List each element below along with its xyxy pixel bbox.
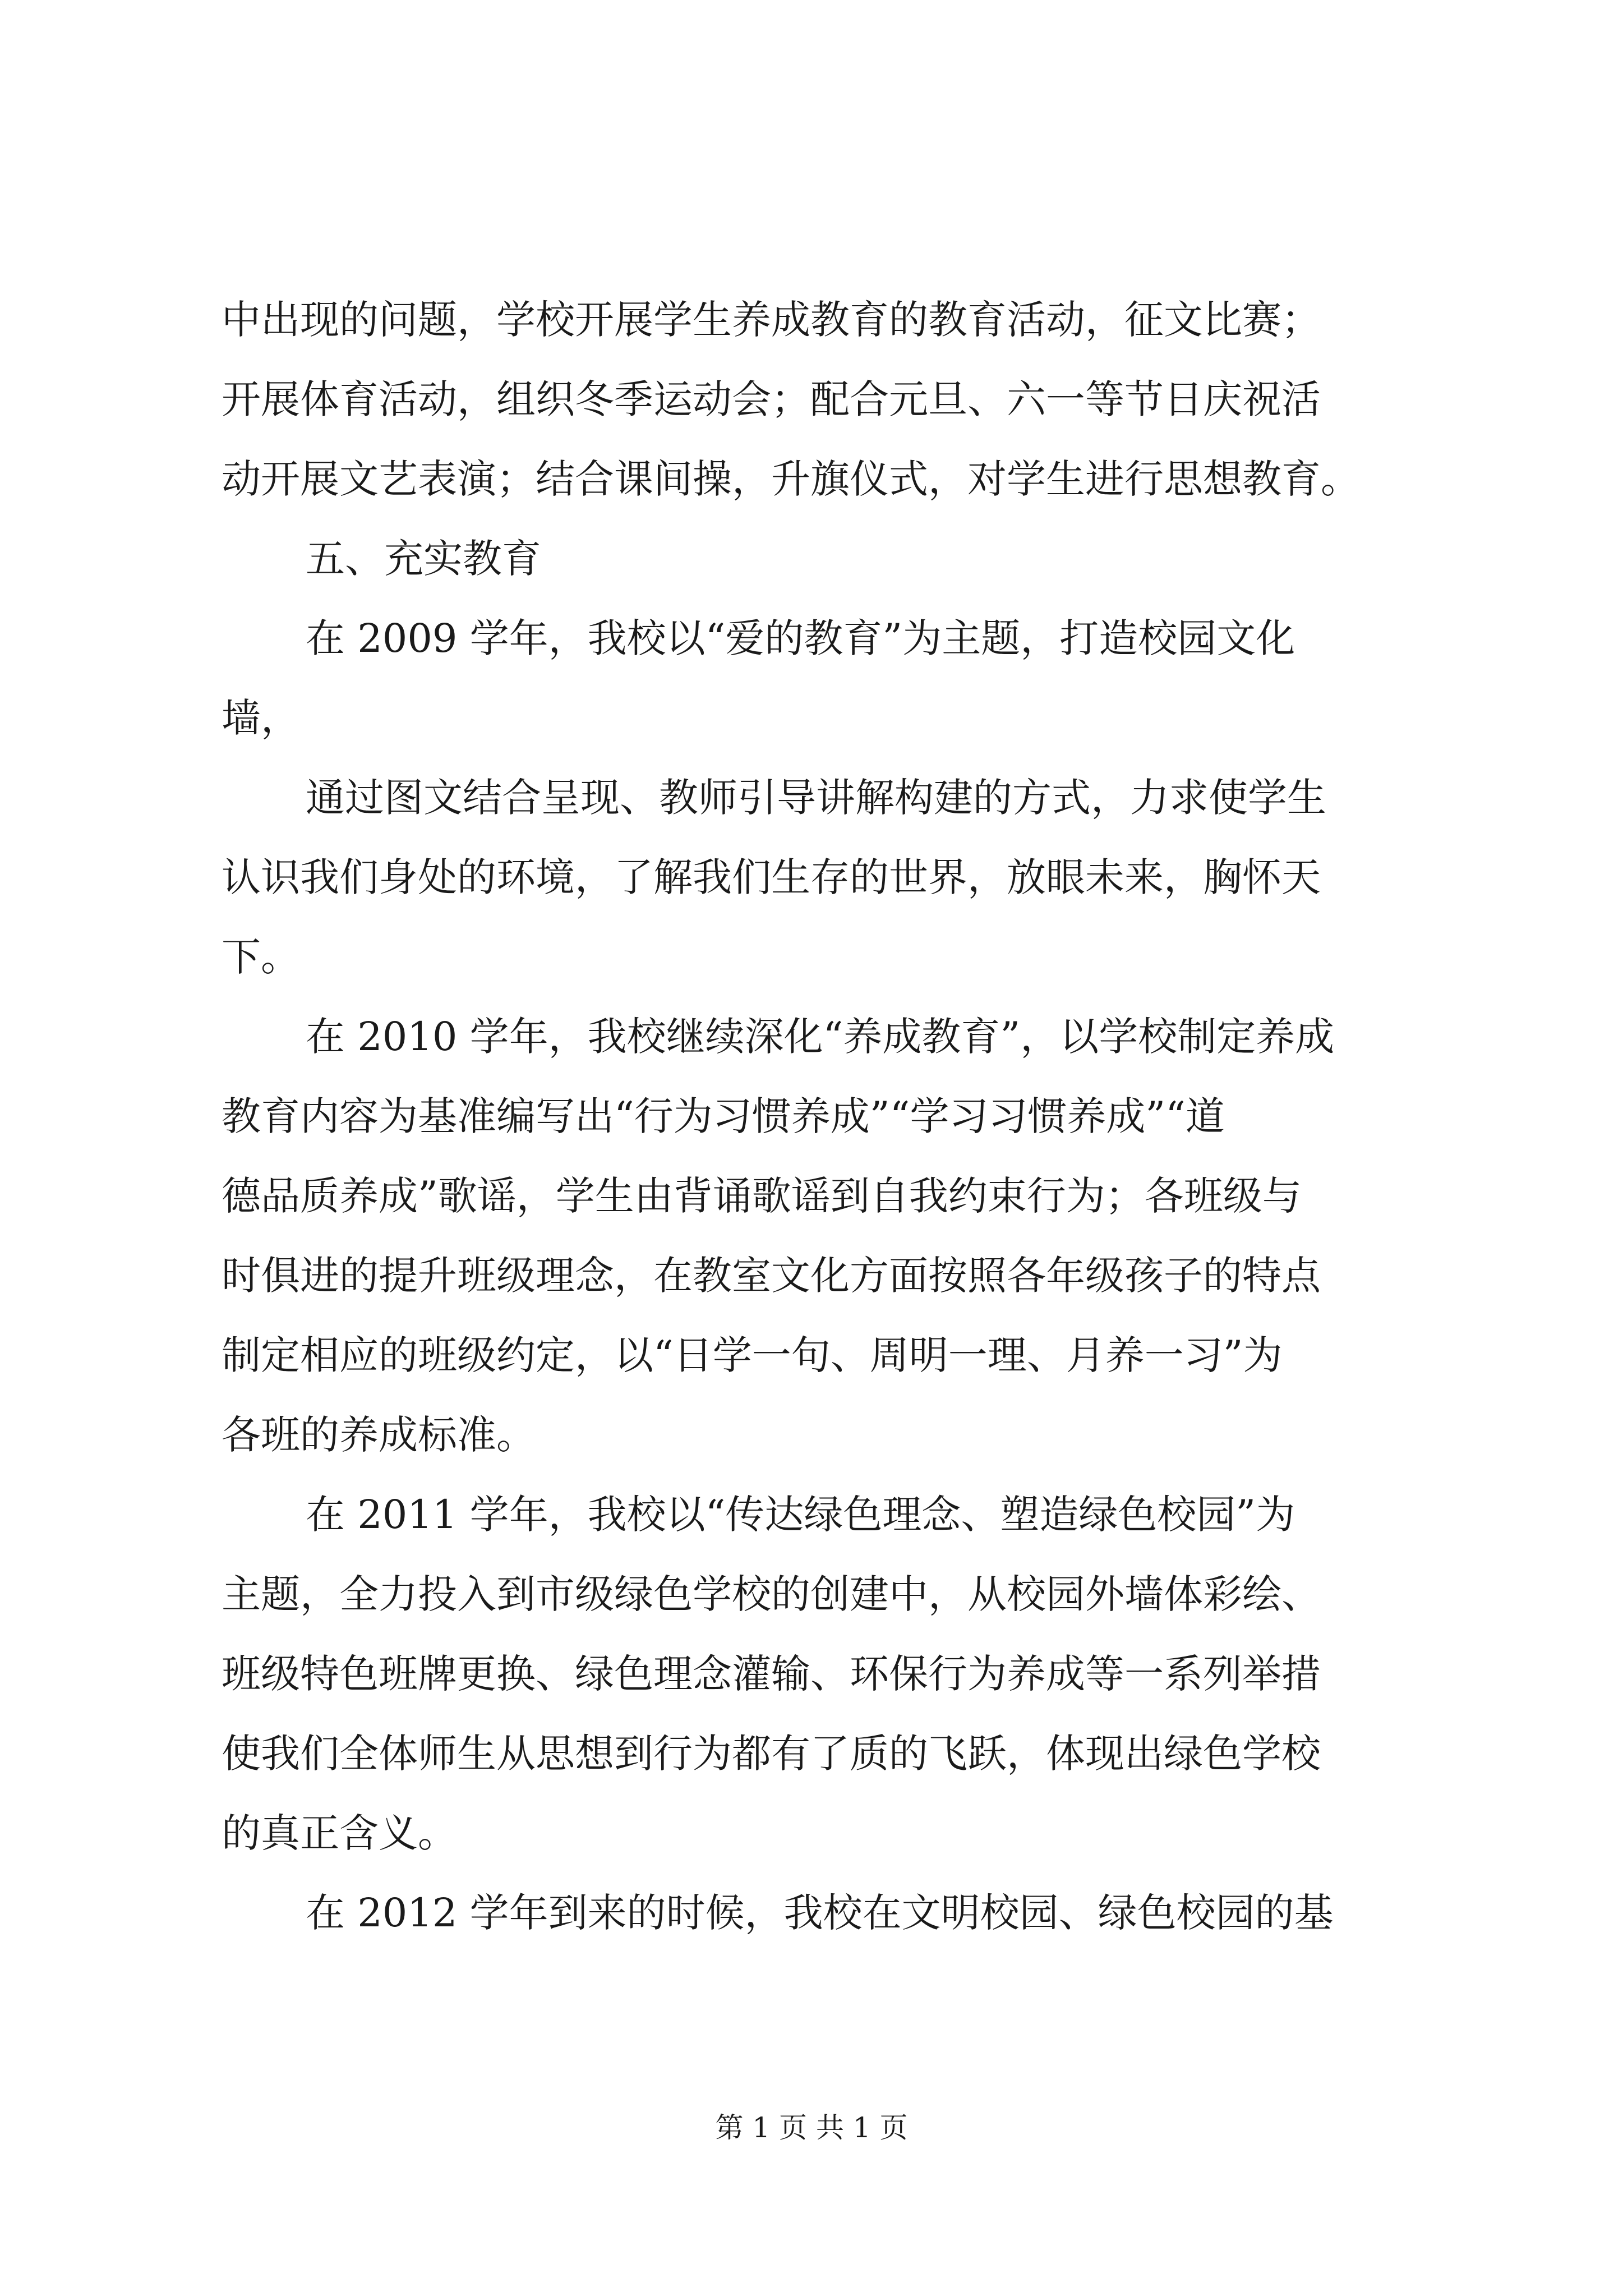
paragraph-line: 班级特色班牌更换、绿色理念灌输、环保行为养成等一系列举措 <box>222 1651 1321 1697</box>
paragraph-line: 认识我们身处的环境，了解我们生存的世界，放眼未来，胸怀天 <box>222 854 1321 900</box>
paragraph-line: 开展体育活动，组织冬季运动会；配合元旦、六一等节日庆祝活 <box>222 376 1321 422</box>
paragraph-line: 在 2012 学年到来的时候，我校在文明校园、绿色校园的基 <box>306 1890 1334 1936</box>
paragraph-line: 在 2009 学年，我校以“爱的教育”为主题，打造校园文化 <box>306 615 1295 661</box>
paragraph-line: 主题，全力投入到市级绿色学校的创建中，从校园外墙体彩绘、 <box>222 1571 1321 1617</box>
paragraph-line: 动开展文艺表演；结合课间操，升旗仪式，对学生进行思想教育。 <box>222 456 1360 502</box>
paragraph-line: 时俱进的提升班级理念，在教室文化方面按照各年级孩子的特点 <box>222 1253 1321 1299</box>
paragraph-line: 墙， <box>222 695 300 741</box>
paragraph-line: 使我们全体师生从思想到行为都有了质的飞跃，体现出绿色学校 <box>222 1731 1321 1777</box>
paragraph-line: 德品质养成”歌谣，学生由背诵歌谣到自我约束行为；各班级与 <box>222 1173 1302 1219</box>
paragraph-line: 的真正含义。 <box>222 1810 457 1856</box>
paragraph-line: 在 2011 学年，我校以“传达绿色理念、塑造绿色校园”为 <box>306 1492 1295 1538</box>
page-footer: 第 1 页 共 1 页 <box>715 2111 908 2144</box>
paragraph-line: 各班的养成标准。 <box>222 1412 536 1458</box>
paragraph-line: 下。 <box>222 934 300 980</box>
section-heading: 五、充实教育 <box>306 536 541 582</box>
paragraph-line: 中出现的问题，学校开展学生养成教育的教育活动，征文比赛； <box>222 297 1321 343</box>
paragraph-line: 在 2010 学年，我校继续深化“养成教育”，以学校制定养成 <box>306 1014 1335 1060</box>
paragraph-line: 制定相应的班级约定，以“日学一句、周明一理、月养一习”为 <box>222 1332 1283 1378</box>
paragraph-line: 教育内容为基准编写出“行为习惯养成”“学习习惯养成”“道 <box>222 1093 1225 1139</box>
paragraph-line: 通过图文结合呈现、教师引导讲解构建的方式，力求使学生 <box>306 775 1326 821</box>
